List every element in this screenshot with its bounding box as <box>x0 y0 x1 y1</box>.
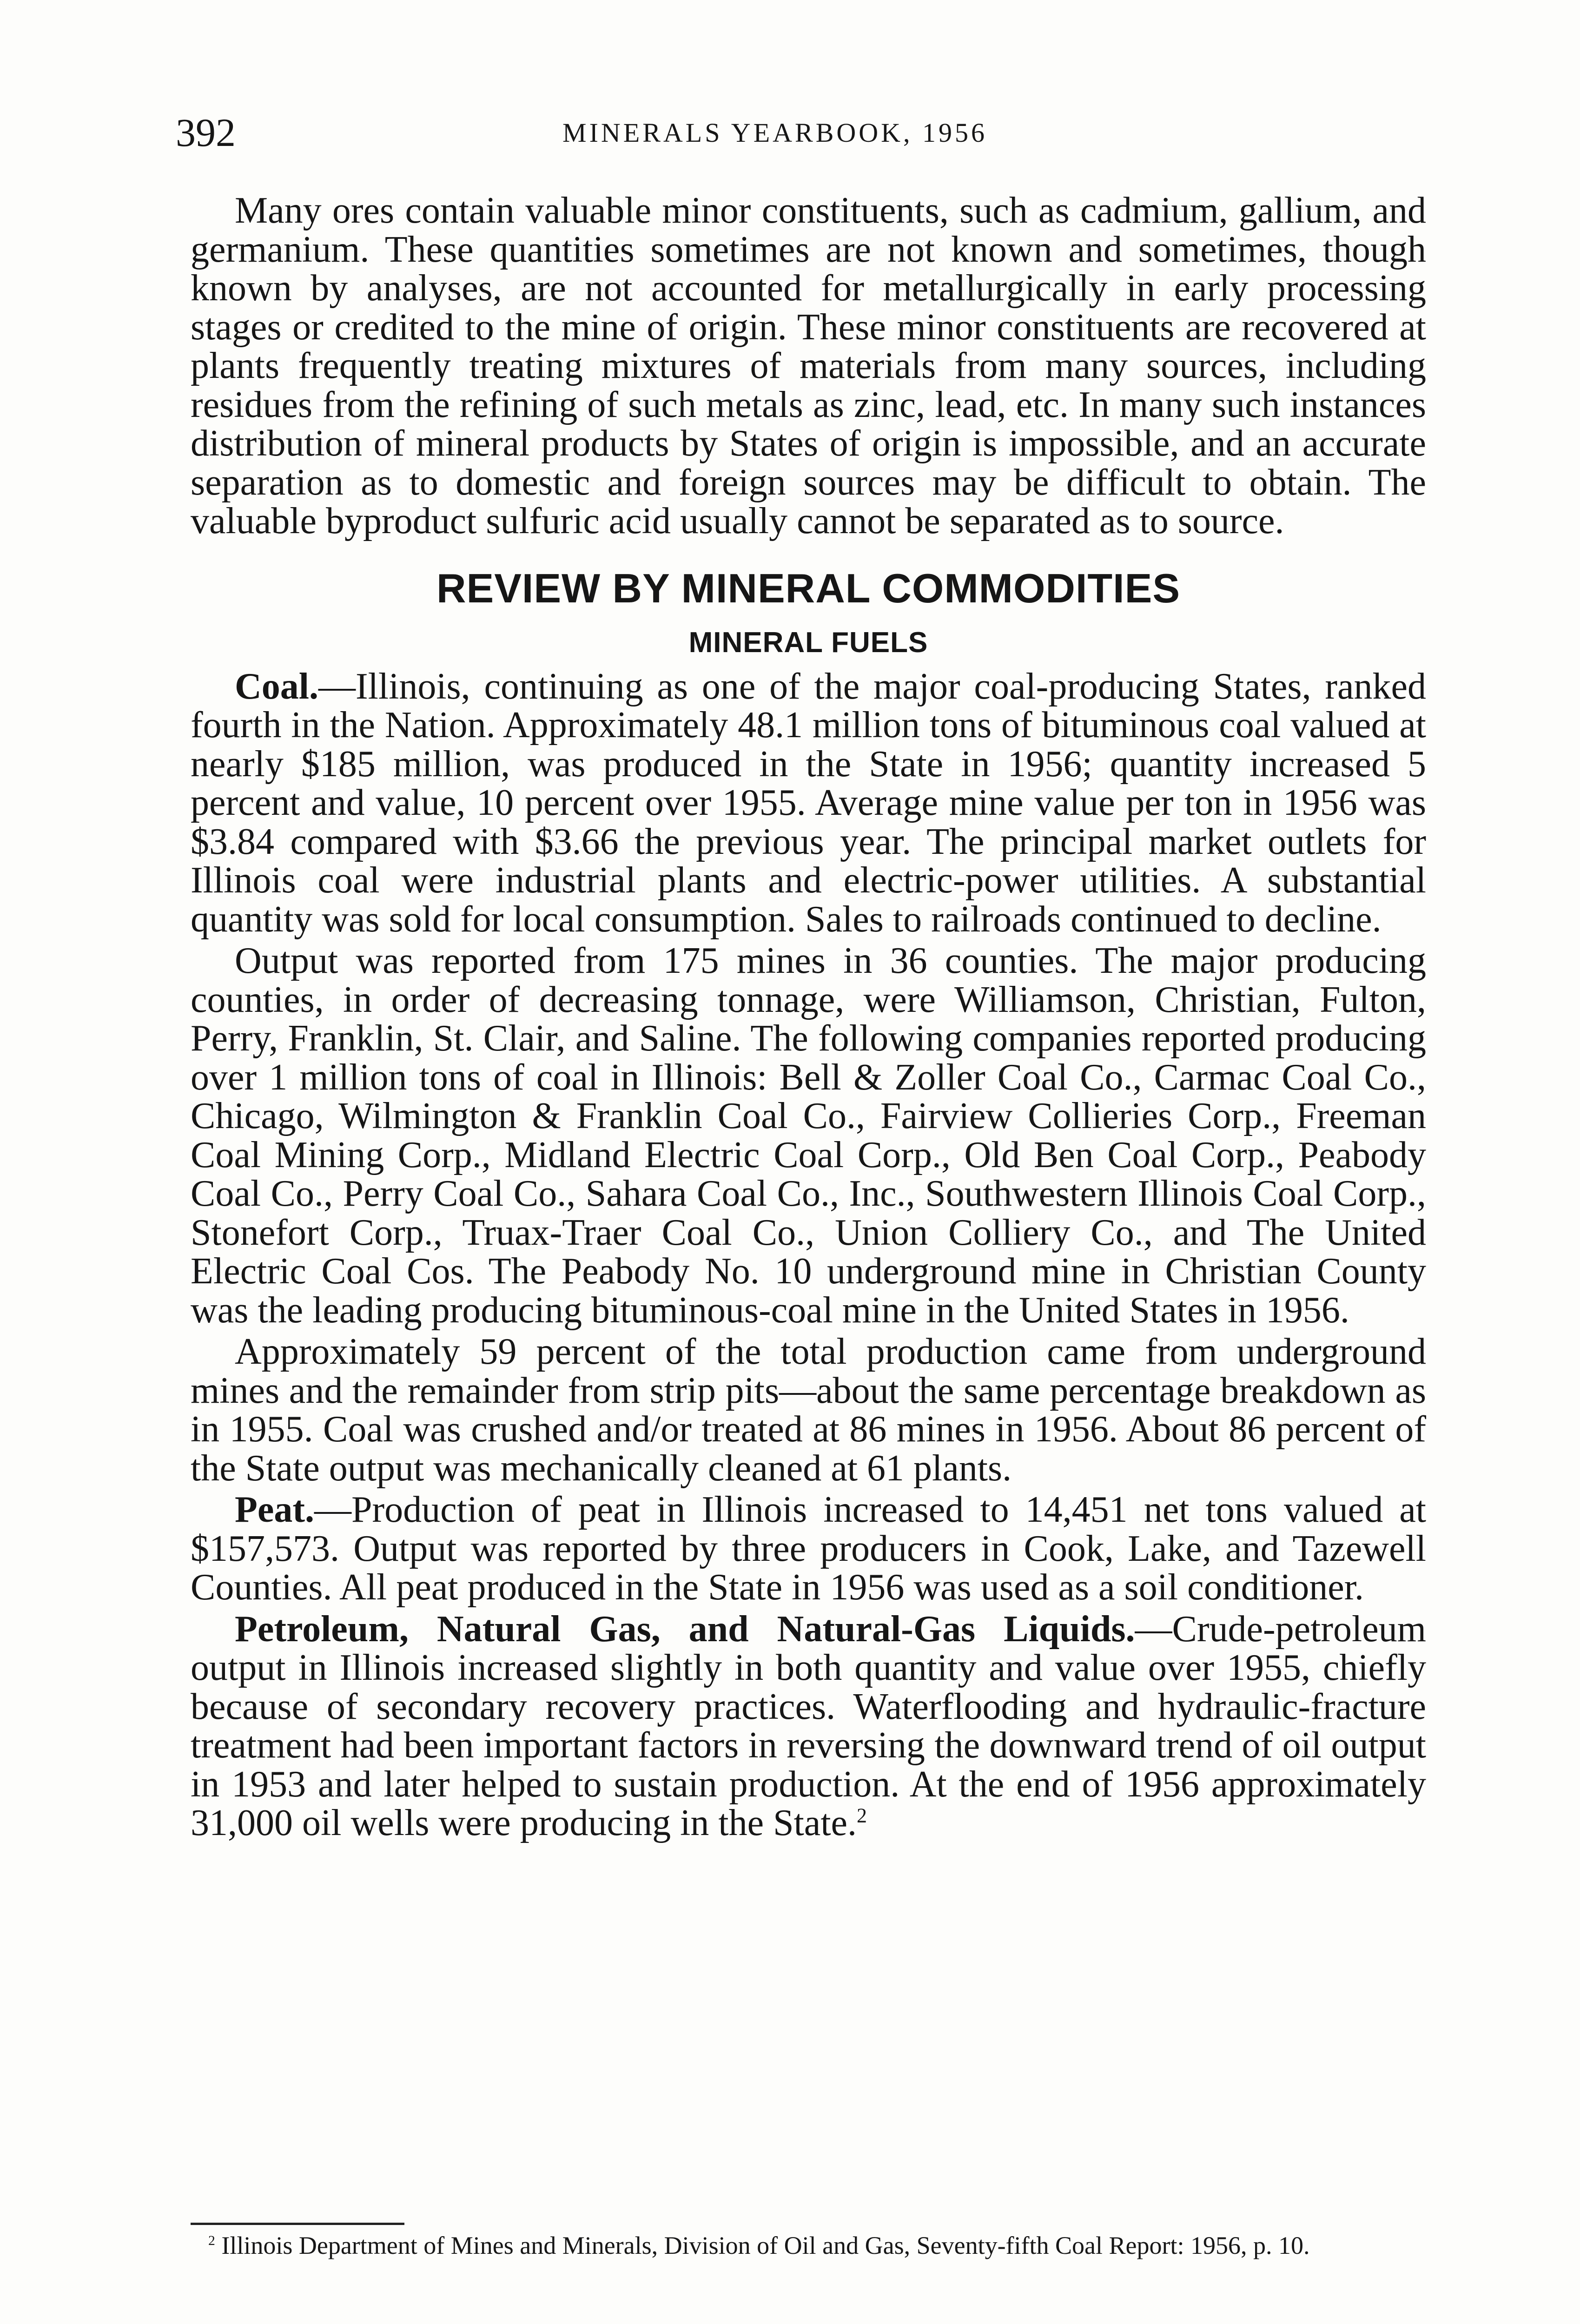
footnote-divider <box>191 2223 404 2225</box>
coal-paragraph-1 <box>191 667 1426 939</box>
page-header <box>176 107 1431 158</box>
body-text <box>191 191 1426 1843</box>
peat-run-in-heading: Peat. <box>235 1489 315 1530</box>
coal-paragraph-2: Output was reported from 175 mines in 36 counties. The major producing counties, in order of decreasing tonnage, were Williamson, Christian, Fulton, Perry, Franklin, St. Clair, and Saline. The following companies reported producing over 1 million tons of coal in Illinois: Bell & Zoller Coal Co., Carmac Coal Co., Chicago, Wilmington & Franklin Coal Co., Fairview Collieries Corp., Freeman Coal Mining Corp., Midland Electric Coal Corp., Old Ben Coal Corp., Peabody Coal Co., Perry Coal Co., Sahara Coal Co., Inc., Southwestern Illinois Coal Corp., Stonefort Corp., Truax-Traer Coal Co., Union Colliery Co., and The United Electric Coal Cos. The Peabody No. 10 underground mine in Christian County was the leading producing bituminous-coal mine in the United States in 1956. <box>191 940 1426 1331</box>
page-number: 392 <box>176 110 236 155</box>
footnote-reference: 2 <box>857 1804 867 1827</box>
section-heading: REVIEW BY MINERAL COMMODITIES <box>436 565 1181 611</box>
subsection-heading: MINERAL FUELS <box>688 626 928 659</box>
coal-run-in-heading: Coal. <box>235 666 318 707</box>
peat-paragraph-text: —Production of peat in Illinois increased to 14,451 net tons valued at $157,573. Output was reported by three producers in Cook, Lake, and Tazewell Counties. All peat produced in the State in 1956 was used as a soil conditioner. <box>191 1489 1426 1608</box>
petroleum-paragraph-text: —Crude-petroleum output in Illinois increased slightly in both quantity and value over 1955, chiefly because of secondary recovery practices. Waterflooding and hydraulic-fracture treatment had been important factors in reversing the downward trend of oil output in 1953 and later helped to sustain production. At the end of 1956 approximately 31,000 oil wells were producing in the State. <box>191 1608 1426 1843</box>
footnote-text: Illinois Department of Mines and Minerals, Division of Oil and Gas, Seventy-fifth Coal Report: 1956, p. 10. <box>221 2232 1310 2259</box>
intro-paragraph: Many ores contain valuable minor constituents, such as cadmium, gallium, and germanium. These quantities sometimes are not known and sometimes, though known by analyses, are not accounted for metallurgically in early processing stages or credited to the mine of origin. These minor constituents are recovered at plants frequently treating mixtures of materials from many sources, including residues from the refining of such metals as zinc, lead, etc. In many such instances distribution of mineral products by States of origin is impossible, and an accurate separation as to domestic and foreign sources may be difficult to obtain. The valuable byproduct sulfuric acid usually cannot be separated as to source. <box>191 190 1426 541</box>
footnote-marker: 2 <box>208 2233 215 2248</box>
peat-paragraph <box>191 1491 1426 1607</box>
coal-paragraph-3: Approximately 59 percent of the total production came from underground mines and the remainder from strip pits—about the same percentage breakdown as in 1955. Coal was crushed and/or treated at 86 mines in 1956. About 86 percent of the State output was mechanically cleaned at 61 plants. <box>191 1331 1426 1489</box>
coal-paragraph-1-text: —Illinois, continuing as one of the major coal-producing States, ranked fourth in the Nation. Approximately 48.1 million tons of bituminous coal valued at nearly $185 million, was produced in the State in 1956; quantity increased 5 percent and value, 10 percent over 1955. Average mine value per ton in 1956 was $3.84 compared with $3.66 the previous year. The principal market outlets for Illinois coal were industrial plants and electric-power utilities. A substantial quantity was sold for local consumption. Sales to railroads continued to decline. <box>191 666 1426 940</box>
footnote <box>191 2231 1426 2260</box>
petroleum-paragraph <box>191 1610 1426 1843</box>
petroleum-run-in-heading: Petroleum, Natural Gas, and Natural-Gas Liquids. <box>235 1608 1135 1650</box>
running-title: MINERALS YEARBOOK, 1956 <box>562 118 988 148</box>
